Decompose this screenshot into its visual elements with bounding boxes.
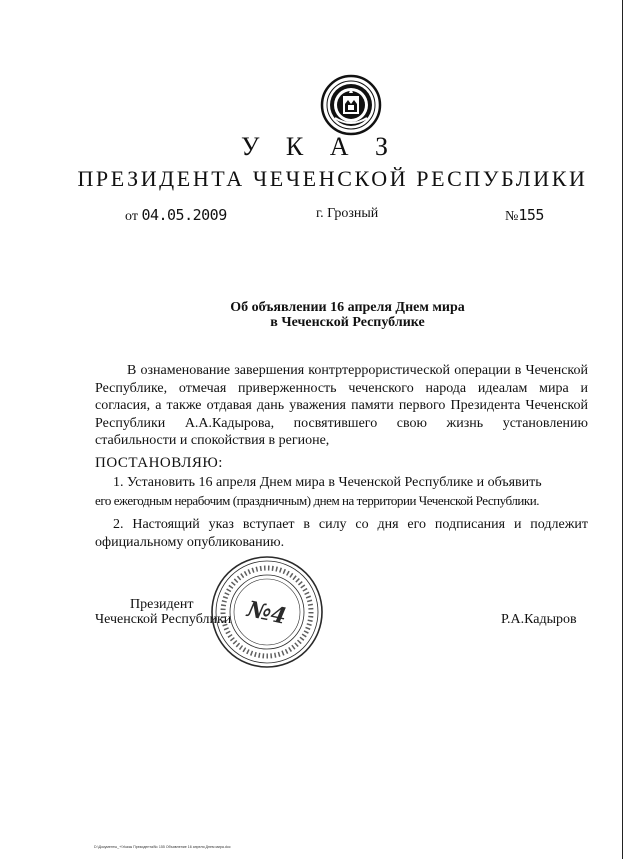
issuer-title: ПРЕЗИДЕНТА ЧЕЧЕНСКОЙ РЕСПУБЛИКИ: [77, 166, 588, 191]
page-right-edge: [622, 0, 623, 859]
subject-line-2: в Чеченской Республике: [270, 315, 425, 330]
decree-item-1: [95, 474, 588, 510]
decree-operative-word: ПОСТАНОВЛЯЮ:: [95, 455, 223, 471]
decree-subject: [0, 300, 625, 330]
preamble-paragraph: В ознаменование завершения контртеррористической операции в Чеченской Республике, отмечая приверженность чеченского народа идеалам мира и согласия, а также отдавая дань уважения памяти первого Президента Чеченской Республики А.А.Кадырова, посвятившего свою жизнь установлению стабильности и спокойствия в регионе,: [95, 363, 588, 448]
date-prefix: от: [125, 209, 138, 224]
city-label: г. Грозный: [316, 206, 379, 221]
signatory-title-line-2: Чеченской Республики: [95, 612, 232, 627]
decree-item-2: 2. Настоящий указ вступает в силу со дня его подписания и подлежит официальному опубликованию.: [95, 517, 588, 550]
round-seal-stamp-icon: [207, 552, 327, 672]
number-prefix: №: [505, 209, 519, 224]
item-1-line-2: его ежегодным нерабочим (праздничным) днем на территории Чеченской Республики.: [95, 493, 540, 508]
date-field: [125, 206, 227, 225]
handwritten-date: 04.05.2009: [141, 206, 227, 224]
document-type-title: У К А З: [240, 132, 399, 161]
stamp-number: №4: [244, 596, 289, 630]
handwritten-number: 155: [518, 206, 544, 224]
file-path-footer: D:\Документы_+\Указы Президента\№ 155 Объявление 16 апреля Днем мира.doc: [94, 845, 231, 849]
chechen-republic-emblem-icon: [320, 74, 382, 136]
subject-line-1: Об объявлении 16 апреля Днем мира: [230, 300, 465, 315]
signatory-name: Р.А.Кадыров: [501, 612, 577, 627]
signatory-title-line-1: Президент: [130, 597, 194, 612]
number-field: [505, 206, 544, 225]
item-1-line-1: 1. Установить 16 апреля Днем мира в Чеченской Республике и объявить: [113, 475, 542, 490]
